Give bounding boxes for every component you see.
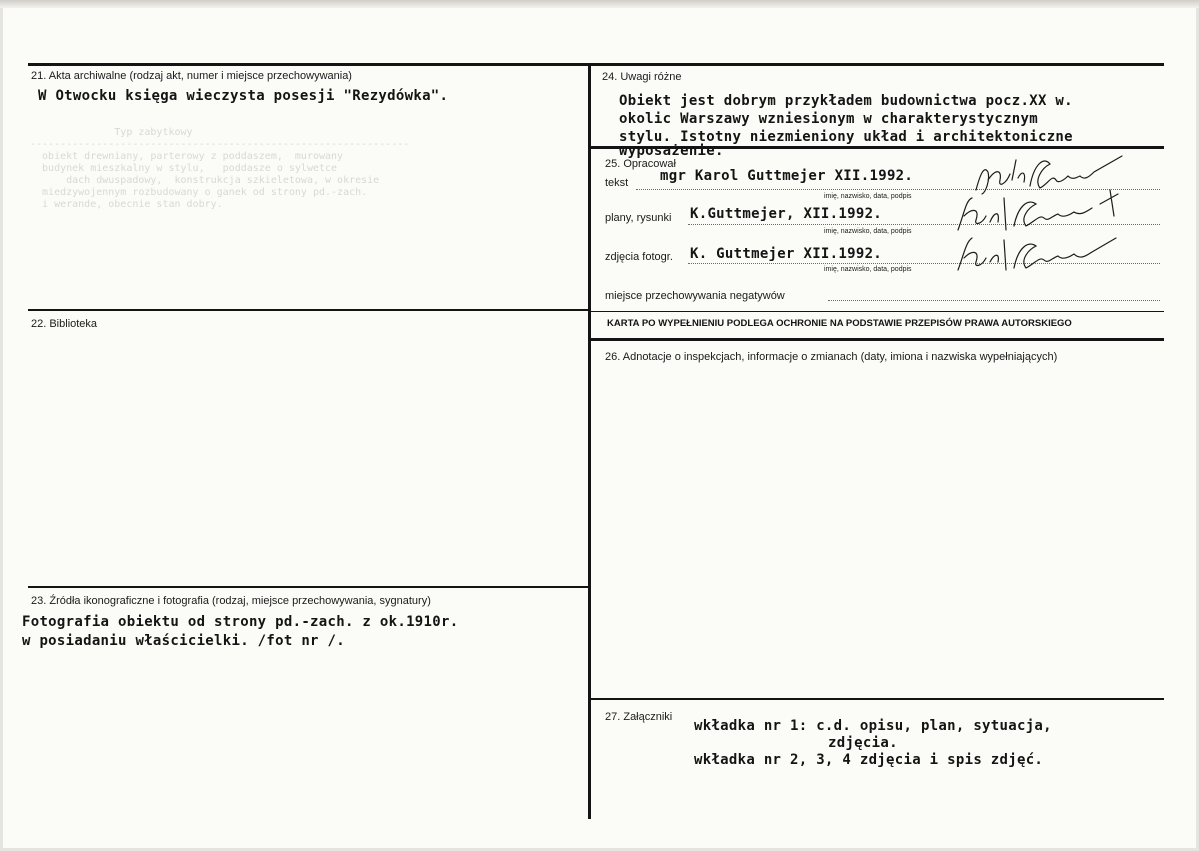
drawings-author-label: plany, rysunki [605, 212, 672, 224]
section-23-line-1: Fotografia obiektu od strony pd.-zach. z ok.1910r. [22, 614, 459, 630]
section-24-line-2: okolic Warszawy wzniesionym w charakterystycznym [619, 111, 1038, 127]
rule-26 [590, 338, 1164, 341]
scan-edge-top [0, 0, 1199, 8]
bleed-through-text: Typ zabytkowy --------------------------------------------------------------- obiekt drewniany, parterowy z poddaszem, murowany budynek mieszkalny w stylu, poddasze o sylwetce dach dwuspadowy, konstrukcja szkieletowa, w okresie miedzywojennym rozbudowany o ganek od strony pd.-zach. i werande, obecnie stan dobry. [30, 127, 410, 210]
section-21-text: W Otwocku księga wieczysta posesji "Rezydówka". [38, 88, 449, 104]
drawings-author-hint: imię, nazwisko, data, podpis [824, 228, 912, 235]
top-rule [28, 63, 1164, 66]
rule-22 [28, 309, 590, 311]
section-22-label: 22. Biblioteka [31, 318, 98, 330]
photos-author-label: zdjęcia fotogr. [605, 251, 673, 263]
rule-23 [28, 586, 590, 588]
section-24-label: 24. Uwagi różne [602, 71, 682, 83]
section-23-line-2: w posiadaniu właścicielki. /fot nr /. [22, 633, 345, 649]
section-23-label: 23. Źródła ikonograficzne i fotografia (rodzaj, miejsce przechowywania, sygnatury) [31, 595, 431, 607]
photos-author-hint: imię, nazwisko, data, podpis [824, 266, 912, 273]
negatives-line [828, 300, 1160, 301]
section-21-label: 21. Akta archiwalne (rodzaj akt, numer i miejsce przechowywania) [31, 70, 352, 82]
section-25-label: 25. Opracował [605, 158, 676, 170]
section-27-line-2: zdjęcia. [828, 735, 898, 751]
text-author-value: mgr Karol Guttmejer XII.1992. [660, 168, 914, 184]
drawings-author-value: K.Guttmejer, XII.1992. [690, 206, 883, 222]
section-24-line-3: stylu. Istotny niezmieniony układ i architektoniczne [619, 129, 1073, 145]
text-author-hint: imię, nazwisko, data, podpis [824, 193, 912, 200]
section-27-line-1: wkładka nr 1: c.d. opisu, plan, sytuacja, [694, 718, 1052, 734]
signature-photos-author [952, 228, 1122, 276]
photos-author-value: K. Guttmejer XII.1992. [690, 246, 883, 262]
section-24-line-1: Obiekt jest dobrym przykładem budownictwa pocz.XX w. [619, 93, 1073, 109]
section-27-label: 27. Załączniki [605, 711, 673, 723]
negatives-label: miejsce przechowywania negatywów [605, 290, 785, 302]
section-26-label: 26. Adnotacje o inspekcjach, informacje o zmianach (daty, imiona i nazwiska wypełniających) [605, 351, 1058, 363]
text-author-label: tekst [605, 177, 629, 189]
rule-copyright [590, 311, 1164, 312]
section-27-line-3: wkładka nr 2, 3, 4 zdjęcia i spis zdjęć. [694, 752, 1044, 768]
section-24-line-4: wyposażenie. [619, 143, 724, 159]
rule-27 [590, 698, 1164, 700]
center-divider [588, 63, 591, 819]
copyright-note: KARTA PO WYPEŁNIENIU PODLEGA OCHRONIE NA PODSTAWIE PRZEPISÓW PRAWA AUTORSKIEGO [607, 318, 1072, 329]
